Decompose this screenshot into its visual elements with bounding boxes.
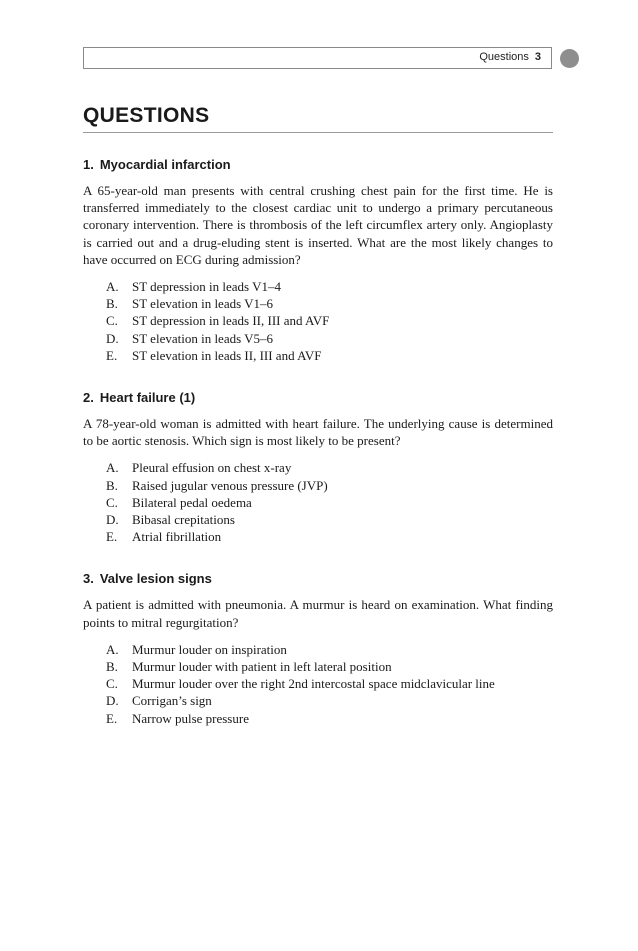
- page-marker-dot: [560, 49, 579, 68]
- option-text: Murmur louder with patient in left lateral position: [132, 659, 392, 675]
- option-text: Bilateral pedal oedema: [132, 494, 252, 510]
- option-text: ST depression in leads V1–4: [132, 279, 282, 295]
- answer-option: [106, 692, 553, 709]
- question-1: [83, 157, 553, 364]
- answer-option: [106, 330, 553, 347]
- answer-option: [106, 312, 553, 329]
- option-text: Raised jugular venous pressure (JVP): [132, 477, 328, 493]
- option-text: Pleural effusion on chest x-ray: [132, 460, 292, 476]
- question-stem: A patient is admitted with pneumonia. A murmur is heard on examination. What finding points to mitral regurgitation?: [83, 597, 553, 630]
- question-title: [83, 390, 553, 406]
- question-3: [83, 571, 553, 726]
- option-text: ST elevation in leads II, III and AVF: [132, 347, 322, 363]
- question-topic: Heart failure (1): [99, 390, 196, 406]
- answer-options: [83, 641, 553, 727]
- option-text: Atrial fibrillation: [132, 529, 222, 545]
- answer-options: [83, 278, 553, 364]
- option-letter: A.: [106, 460, 119, 476]
- question-topic: Valve lesion signs: [99, 571, 212, 587]
- option-text: ST elevation in leads V1–6: [132, 296, 274, 312]
- question-stem: A 65-year-old man presents with central crushing chest pain for the first time. He is transferred immediately to the closest cardiac unit to undergo a primary percutaneous coronary intervention. There is thrombosis of the left circumflex artery only. Angioplasty is carried out and a drug-eluding stent is inserted. What are the most likely changes to have occurred on ECG during admission?: [83, 183, 553, 267]
- option-letter: A.: [106, 641, 119, 657]
- option-letter: B.: [106, 477, 118, 493]
- page-content: [83, 104, 553, 727]
- running-header: [83, 47, 552, 69]
- answer-option: [106, 459, 553, 476]
- option-text: Murmur louder on inspiration: [132, 641, 287, 657]
- answer-option: [106, 494, 553, 511]
- option-letter: A.: [106, 279, 119, 295]
- option-letter: B.: [106, 659, 118, 675]
- answer-option: [106, 528, 553, 545]
- option-text: Narrow pulse pressure: [132, 710, 249, 726]
- answer-option: [106, 641, 553, 658]
- option-text: ST elevation in leads V5–6: [132, 330, 274, 346]
- running-header-text: [479, 51, 541, 63]
- question-number: 2.: [83, 390, 94, 406]
- option-letter: D.: [106, 512, 119, 528]
- option-letter: C.: [106, 494, 118, 510]
- option-text: Bibasal crepitations: [132, 512, 235, 528]
- answer-option: [106, 710, 553, 727]
- answer-option: [106, 675, 553, 692]
- question-number: 3.: [83, 571, 94, 587]
- question-2: [83, 390, 553, 545]
- question-title: [83, 157, 553, 173]
- answer-option: [106, 511, 553, 528]
- option-text: Murmur louder over the right 2nd intercostal space midclavicular line: [132, 676, 495, 692]
- option-letter: E.: [106, 529, 118, 545]
- page-number: 3: [534, 51, 541, 63]
- answer-option: [106, 347, 553, 364]
- option-text: ST depression in leads II, III and AVF: [132, 313, 330, 329]
- question-topic: Myocardial infarction: [99, 157, 231, 172]
- option-letter: D.: [106, 693, 119, 709]
- section-heading: QUESTIONS: [83, 104, 553, 133]
- option-letter: C.: [106, 313, 118, 329]
- question-stem: A 78-year-old woman is admitted with heart failure. The underlying cause is determined to be aortic stenosis. Which sign is most likely to be present?: [83, 416, 553, 449]
- option-letter: D.: [106, 330, 119, 346]
- option-letter: E.: [106, 710, 118, 726]
- question-title: [83, 571, 553, 587]
- option-letter: B.: [106, 296, 118, 312]
- answer-option: [106, 477, 553, 494]
- option-letter: E.: [106, 347, 118, 363]
- header-section-title: Questions: [479, 51, 529, 63]
- option-text: Corrigan’s sign: [132, 693, 212, 709]
- answer-options: [83, 459, 553, 545]
- option-letter: C.: [106, 676, 118, 692]
- answer-option: [106, 278, 553, 295]
- answer-option: [106, 295, 553, 312]
- question-number: 1.: [83, 157, 94, 172]
- answer-option: [106, 658, 553, 675]
